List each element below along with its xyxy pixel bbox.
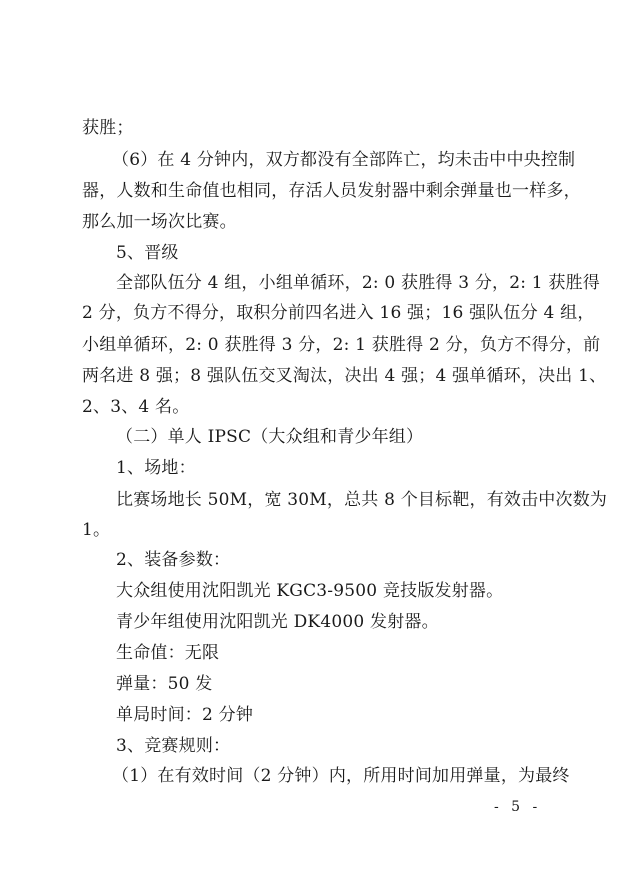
text-line-5: 5、晋级 <box>116 243 179 263</box>
text-line-16: 大众组使用沈阳凯光 KGC3-9500 竞技版发射器。 <box>116 581 504 601</box>
text-line-4: 那么加一场次比赛。 <box>82 212 237 232</box>
text-line-13: 比赛场地长 50M，宽 30M，总共 8 个目标靶，有效击中次数为 <box>116 490 608 510</box>
text-line-10: 2、3、4 名。 <box>82 397 190 417</box>
text-line-2: （6）在 4 分钟内，双方都没有全部阵亡，均未击中中央控制 <box>112 150 576 170</box>
text-line-22: （1）在有效时间（2 分钟）内，所用时间加用弹量，为最终 <box>112 766 570 786</box>
text-line-12: 1、场地： <box>116 458 196 478</box>
text-line-7: 2 分，负方不得分，取积分前四名进入 16 强；16 强队伍分 4 组， <box>82 303 595 323</box>
text-line-11: （二）单人 IPSC（大众组和青少年组） <box>116 427 424 447</box>
text-line-15: 2、装备参数： <box>116 550 231 570</box>
text-line-20: 单局时间：2 分钟 <box>116 705 254 725</box>
text-line-14: 1。 <box>82 520 111 540</box>
text-line-1: 获胜； <box>82 118 134 138</box>
text-line-19: 弹量：50 发 <box>116 674 213 694</box>
text-line-3: 器，人数和生命值也相同，存活人员发射器中剩余弹量也一样多， <box>82 181 581 201</box>
text-line-6: 全部队伍分 4 组，小组单循环，2: 0 获胜得 3 分，2: 1 获胜得 <box>116 273 600 293</box>
text-line-17: 青少年组使用沈阳凯光 DK4000 发射器。 <box>116 612 439 632</box>
text-line-9: 两名进 8 强；8 强队伍交叉淘汰，决出 4 强；4 强单循环，决出 1、 <box>82 366 607 386</box>
text-line-8: 小组单循环，2: 0 获胜得 3 分，2: 1 获胜得 2 分，负方不得分，前 <box>82 335 601 355</box>
text-line-21: 3、竞赛规则： <box>116 736 231 756</box>
page-number: - 5 - <box>494 799 542 815</box>
text-line-18: 生命值：无限 <box>116 643 220 663</box>
